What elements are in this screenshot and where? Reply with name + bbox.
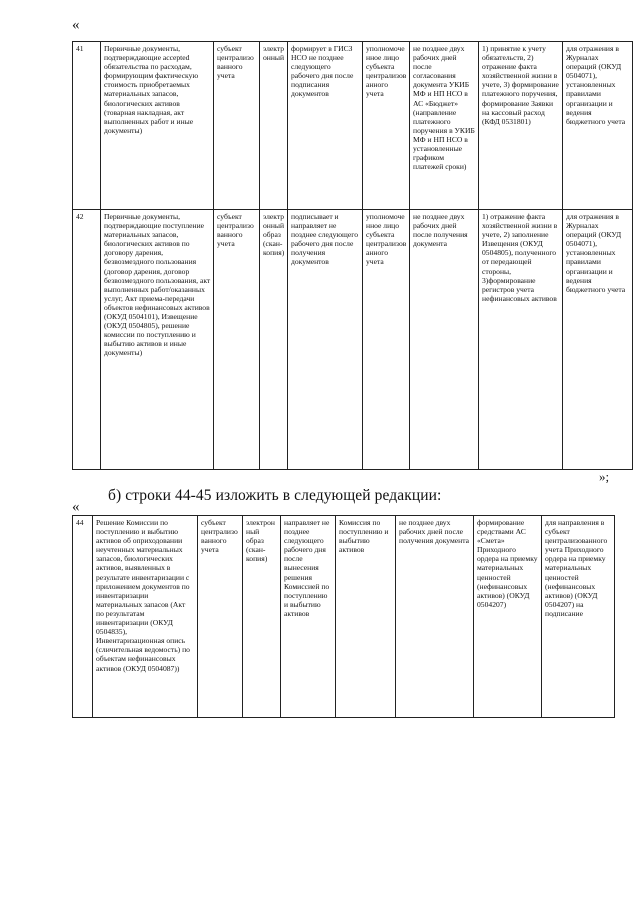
purpose-cell: для направления в субъект централизованного учета Приходного ордера на приемку материальных ценностей (нефинансовых активов) (ОКУД 0504207) на подписание (542, 516, 615, 718)
document-cell: Решение Комиссии по поступлению и выбытию активов об оприходовании неучтенных материальных запасов, биологических активов, выявленных в результате инвентаризации с приложением документов по инвентаризации материальных запасов (Акт по результатам инвентаризации (ОКУД 0504835), Инвентаризационная опись (сличительная ведомость) по объектам нефинансовых активов (ОКУД 0504087)) (93, 516, 198, 718)
deadline-cell: не позднее двух рабочих дней после согласования документа УКИБ МФ и НП НСО в АС «Бюджет» (направление платежного поручения в УКИБ МФ и НП НСО в установленные графиком платежей сроки) (410, 42, 479, 210)
action-cell: подписывает и направляет не позднее следующего рабочего дня после получения документов (288, 210, 363, 470)
creator-cell: субъект централизованного учета (198, 516, 243, 718)
deadline-cell: не позднее двух рабочих дней после получения документа (396, 516, 474, 718)
table-row-44 (72, 515, 615, 718)
document-cell: Первичные документы, подтверждающие accepted обязательства по расходам, формирующим фактическую стоимость приобретаемых материальных запасов, биологических активов (товарная накладная, акт выполненных работ и иные документы) (101, 42, 214, 210)
creator-cell: субъект централизованного учета (214, 210, 260, 470)
recipient-cell: уполномоченное лицо субъекта централизованного учета (363, 210, 410, 470)
table-rows-41-42 (72, 41, 633, 470)
procedure-cell: 1) отражение факта хозяйственной жизни в учете, 2) заполнение Извещения (ОКУД 0504805), полученного от передающей стороны, 3)формирование регистров учета нефинансовых активов (479, 210, 563, 470)
document-cell: Первичные документы, подтверждающие поступление материальных запасов, биологических активов по договору дарения, безвозмездного пользования (договор дарения, договор безвозмездного пользования, акт выполненных работ/оказанных услуг, Акт приема-передачи объектов нефинансовых активов (ОКУД 0504101), Извещение (ОКУД 0504805), решение комиссии по поступлению и выбытию активов и иные документы) (101, 210, 214, 470)
closing-quote: »; (599, 469, 610, 484)
table-row (73, 516, 615, 718)
form-cell: электронный образ (скан-копия) (243, 516, 281, 718)
row-number: 44 (73, 516, 93, 718)
recipient-cell: Комиссия по поступлению и выбытию активов (336, 516, 396, 718)
recipient-cell: уполномоченное лицо субъекта централизованного учета (363, 42, 410, 210)
procedure-cell: формирование средствами АС «Смета» Приходного ордера на приемку материальных ценностей (нефинансовых активов) (ОКУД 0504207) (474, 516, 542, 718)
row-number: 41 (73, 42, 101, 210)
opening-quote-2: « (72, 499, 80, 515)
opening-quote: « (72, 17, 80, 33)
table-row (73, 210, 633, 470)
action-cell: формирует в ГИСЗ НСО не позднее следующего рабочего дня после подписания документов (288, 42, 363, 210)
section-heading: б) строки 44-45 изложить в следующей редакции: (108, 487, 442, 504)
purpose-cell: для отражения в Журналах операций (ОКУД 0504071), установленных правилами организации и ведения бюджетного учета (563, 210, 633, 470)
purpose-cell: для отражения в Журналах операций (ОКУД 0504071), установленных правилами организации и ведения бюджетного учета (563, 42, 633, 210)
row-number: 42 (73, 210, 101, 470)
creator-cell: субъект централизованного учета (214, 42, 260, 210)
procedure-cell: 1) принятие к учету обязательств, 2) отражение факта хозяйственной жизни в учете, 3) формирование платежного поручения, формирование Заявки на кассовый расход (КФД 0531801) (479, 42, 563, 210)
action-cell: направляет не позднее следующего рабочего дня после вынесения решения Комиссией по поступлению и выбытию активов (281, 516, 336, 718)
table-row (73, 42, 633, 210)
form-cell: электронный образ (скан-копия) (260, 210, 288, 470)
deadline-cell: не позднее двух рабочих дней после получения документа (410, 210, 479, 470)
form-cell: электронный (260, 42, 288, 210)
